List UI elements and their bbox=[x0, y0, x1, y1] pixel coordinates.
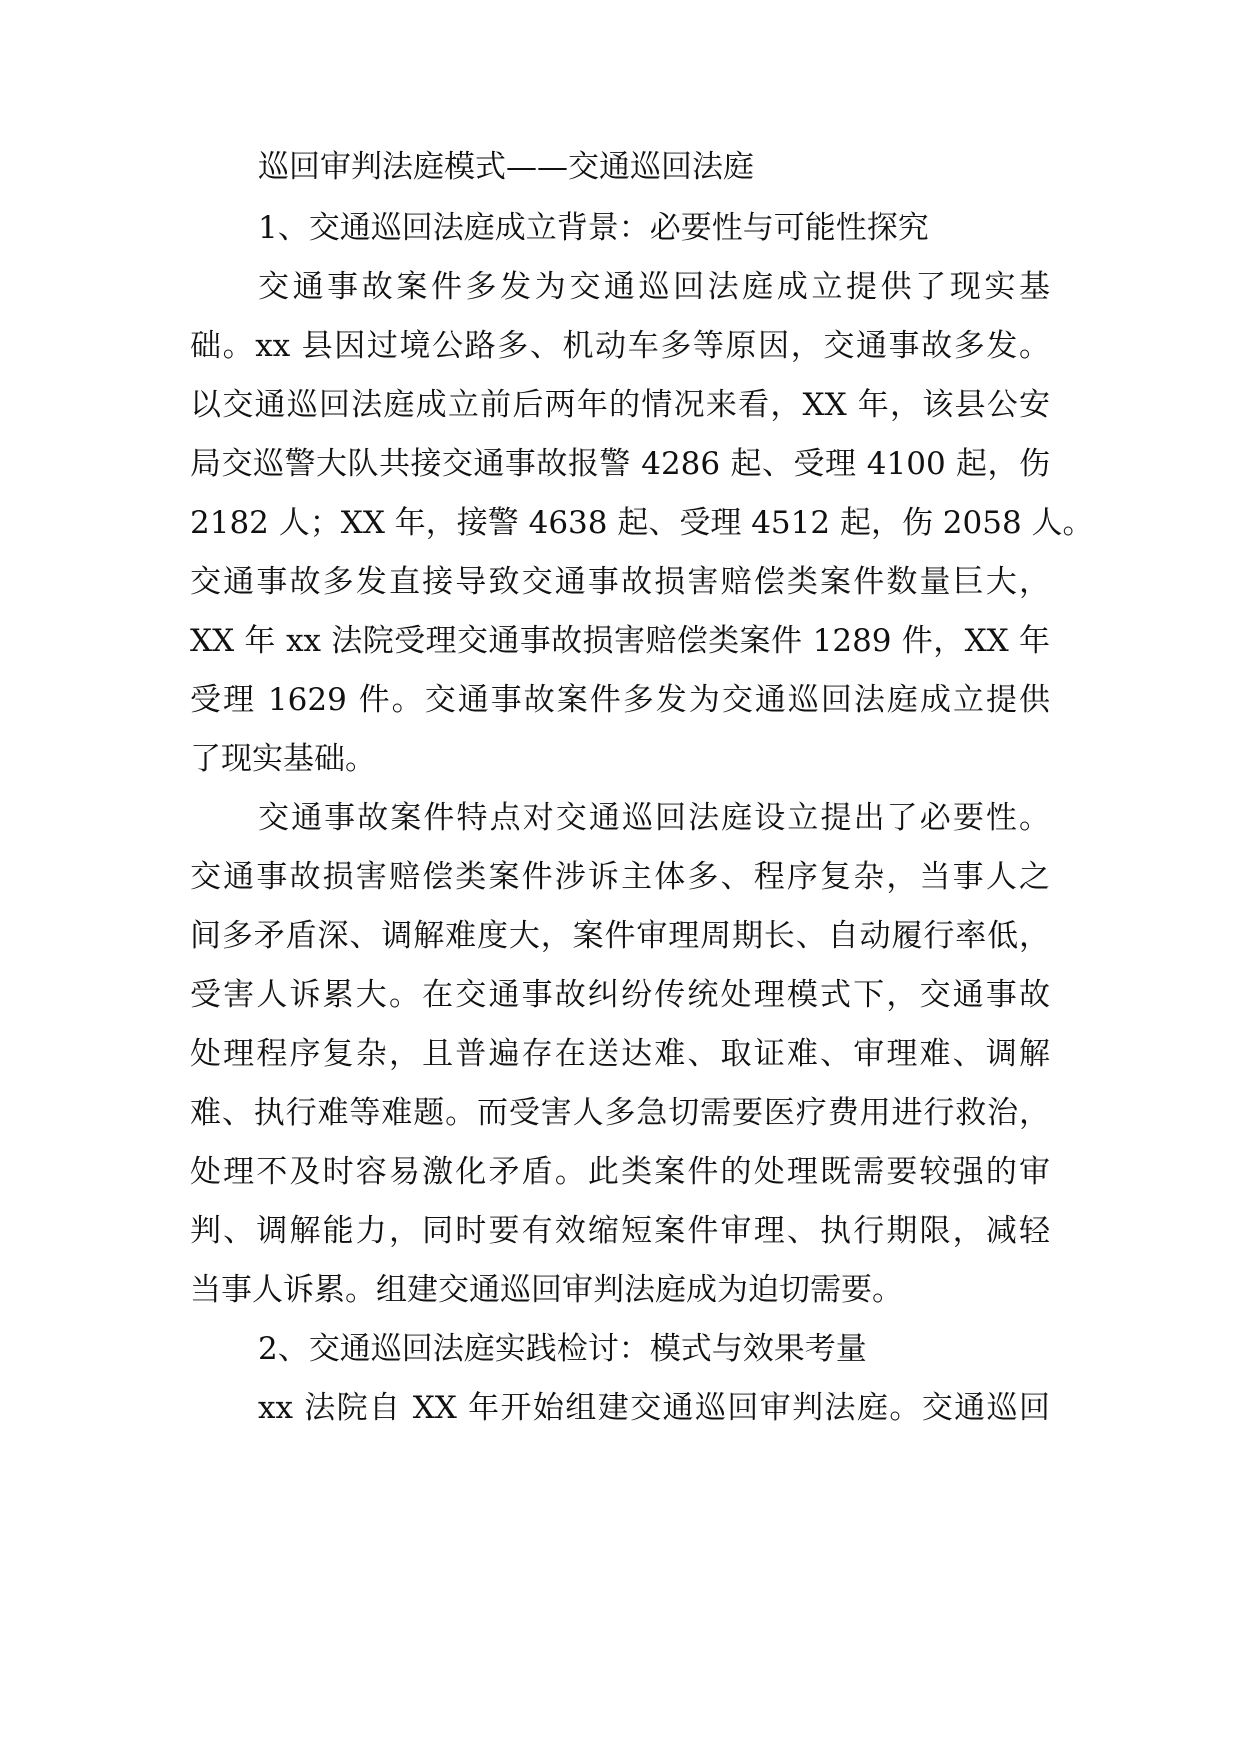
paragraph-1-line: 了现实基础。 bbox=[190, 741, 376, 777]
paragraph-1-line: 受理 1629 件。交通事故案件多发为交通巡回法庭成立提供 bbox=[190, 682, 1050, 718]
paragraph-2-line: 受害人诉累大。在交通事故纠纷传统处理模式下，交通事故 bbox=[190, 977, 1050, 1013]
paragraph-2-line: 间多矛盾深、调解难度大，案件审理周期长、自动履行率低， bbox=[190, 918, 1050, 954]
paragraph-3-line: xx 法院自 XX 年开始组建交通巡回审判法庭。交通巡回 bbox=[258, 1390, 1050, 1426]
paragraph-1-line: XX 年 xx 法院受理交通事故损害赔偿类案件 1289 件，XX 年 bbox=[190, 623, 1050, 659]
paragraph-1-line: 础。xx 县因过境公路多、机动车多等原因，交通事故多发。 bbox=[190, 328, 1050, 364]
paragraph-1-line: 交通事故案件多发为交通巡回法庭成立提供了现实基 bbox=[258, 269, 1050, 305]
section-1-heading: 1、交通巡回法庭成立背景：必要性与可能性探究 bbox=[258, 210, 929, 246]
paragraph-2-line: 处理程序复杂，且普遍存在送达难、取证难、审理难、调解 bbox=[190, 1036, 1050, 1072]
paragraph-2-line: 判、调解能力，同时要有效缩短案件审理、执行期限，减轻 bbox=[190, 1213, 1050, 1249]
section-2-heading: 2、交通巡回法庭实践检讨：模式与效果考量 bbox=[258, 1331, 867, 1367]
paragraph-1-line: 交通事故多发直接导致交通事故损害赔偿类案件数量巨大， bbox=[190, 564, 1050, 600]
paragraph-1-line: 局交巡警大队共接交通事故报警 4286 起、受理 4100 起，伤 bbox=[190, 446, 1050, 482]
paragraph-1-line: 2182 人；XX 年，接警 4638 起、受理 4512 起，伤 2058 人。 bbox=[190, 505, 1094, 541]
paragraph-1-line: 以交通巡回法庭成立前后两年的情况来看，XX 年，该县公安 bbox=[190, 387, 1050, 423]
paragraph-2-line: 当事人诉累。组建交通巡回审判法庭成为迫切需要。 bbox=[190, 1272, 903, 1308]
document-title: 巡回审判法庭模式——交通巡回法庭 bbox=[258, 149, 754, 185]
paragraph-2-line: 交通事故案件特点对交通巡回法庭设立提出了必要性。 bbox=[258, 800, 1050, 836]
paragraph-2-line: 处理不及时容易激化矛盾。此类案件的处理既需要较强的审 bbox=[190, 1154, 1050, 1190]
paragraph-2-line: 难、执行难等难题。而受害人多急切需要医疗费用进行救治， bbox=[190, 1095, 1050, 1131]
paragraph-2-line: 交通事故损害赔偿类案件涉诉主体多、程序复杂，当事人之 bbox=[190, 859, 1050, 895]
